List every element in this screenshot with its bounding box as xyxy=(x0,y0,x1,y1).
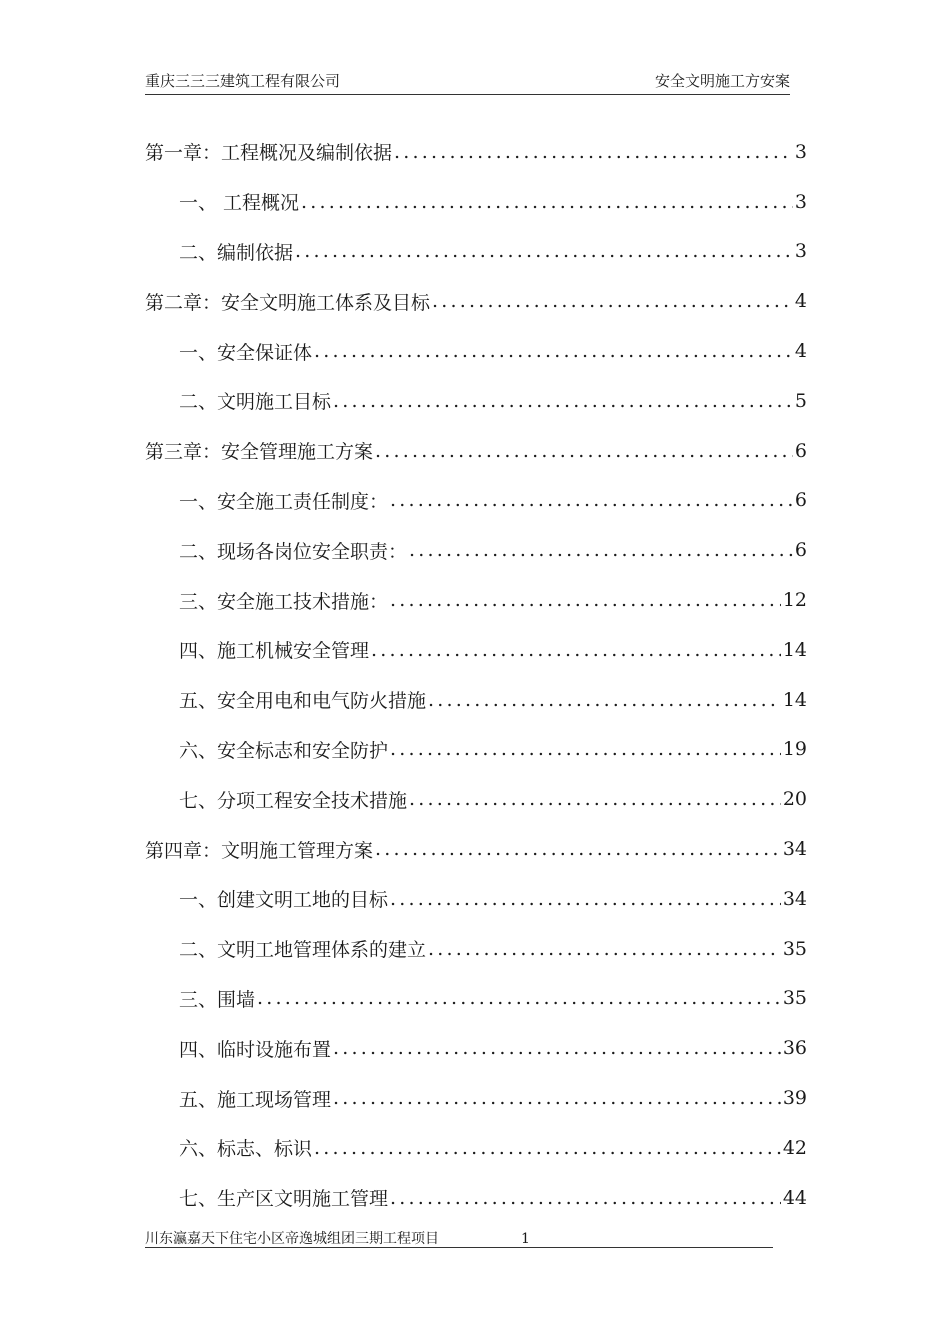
toc-leader-dots xyxy=(333,1087,781,1109)
toc-entry-page-number: 4 xyxy=(794,340,807,363)
toc-leader-dots xyxy=(409,539,793,561)
toc-section-entry[interactable] xyxy=(145,924,807,974)
toc-entry-page-number: 34 xyxy=(782,838,807,861)
toc-entry-page-number: 20 xyxy=(782,788,807,811)
toc-leader-dots xyxy=(375,440,793,462)
toc-entry-label: 一、安全保证体 xyxy=(179,341,313,364)
toc-leader-dots xyxy=(375,838,781,860)
toc-entry-page-number: 35 xyxy=(782,937,807,960)
toc-entry-page-number: 3 xyxy=(794,240,807,263)
toc-section-entry[interactable] xyxy=(145,1173,807,1223)
toc-chapter-entry[interactable] xyxy=(145,276,807,326)
toc-entry-label: 第二章：安全文明施工体系及目标 xyxy=(145,291,431,314)
toc-leader-dots xyxy=(301,191,793,213)
toc-leader-dots xyxy=(295,240,793,262)
toc-section-entry[interactable] xyxy=(145,1023,807,1073)
toc-section-entry[interactable] xyxy=(145,725,807,775)
toc-entry-label: 二、现场各岗位安全职责： xyxy=(179,540,408,563)
toc-entry-label: 四、临时设施布置 xyxy=(179,1038,332,1061)
toc-leader-dots xyxy=(333,1037,781,1059)
toc-entry-label: 二、文明工地管理体系的建立 xyxy=(179,939,427,962)
toc-chapter-entry[interactable] xyxy=(145,426,807,476)
toc-entry-label: 第四章：文明施工管理方案 xyxy=(145,839,374,862)
toc-entry-page-number: 3 xyxy=(794,140,807,163)
toc-chapter-entry[interactable] xyxy=(145,127,807,177)
toc-leader-dots xyxy=(428,938,781,960)
toc-leader-dots xyxy=(390,1187,781,1209)
toc-leader-dots xyxy=(390,489,793,511)
toc-section-entry[interactable] xyxy=(145,1123,807,1173)
toc-section-entry[interactable] xyxy=(145,974,807,1024)
toc-entry-page-number: 42 xyxy=(782,1136,807,1159)
toc-entry-page-number: 6 xyxy=(794,439,807,462)
toc-entry-label: 二、编制依据 xyxy=(179,241,294,264)
toc-entry-page-number: 4 xyxy=(794,290,807,313)
toc-leader-dots xyxy=(314,340,793,362)
toc-entry-label: 一、安全施工责任制度： xyxy=(179,490,389,513)
toc-section-entry[interactable] xyxy=(145,376,807,426)
toc-leader-dots xyxy=(371,639,781,661)
toc-entry-page-number: 14 xyxy=(782,688,807,711)
table-of-contents xyxy=(145,127,807,1223)
toc-leader-dots xyxy=(428,689,781,711)
toc-section-entry[interactable] xyxy=(145,625,807,675)
toc-entry-label: 五、施工现场管理 xyxy=(179,1088,332,1111)
toc-entry-page-number: 12 xyxy=(782,589,807,612)
toc-entry-label: 六、安全标志和安全防护 xyxy=(179,739,389,762)
toc-section-entry[interactable] xyxy=(145,525,807,575)
toc-leader-dots xyxy=(314,1137,781,1159)
toc-entry-page-number: 6 xyxy=(794,489,807,512)
toc-entry-page-number: 36 xyxy=(782,1037,807,1060)
toc-entry-page-number: 19 xyxy=(782,738,807,761)
toc-entry-page-number: 34 xyxy=(782,887,807,910)
toc-entry-page-number: 35 xyxy=(782,987,807,1010)
toc-entry-label: 三、安全施工技术措施： xyxy=(179,590,389,613)
toc-section-entry[interactable] xyxy=(145,675,807,725)
toc-section-entry[interactable] xyxy=(145,1073,807,1123)
toc-entry-label: 六、标志、标识 xyxy=(179,1138,313,1161)
toc-section-entry[interactable] xyxy=(145,476,807,526)
toc-leader-dots xyxy=(390,738,781,760)
toc-entry-label: 七、分项工程安全技术措施 xyxy=(179,789,408,812)
toc-leader-dots xyxy=(333,390,793,412)
toc-section-entry[interactable] xyxy=(145,227,807,277)
toc-entry-page-number: 3 xyxy=(794,190,807,213)
toc-entry-label: 七、生产区文明施工管理 xyxy=(179,1188,389,1211)
footer-project-name: 川东瀛嘉天下住宅小区帝逸城组团三期工程项目 xyxy=(145,1231,439,1247)
toc-entry-label: 第三章：安全管理施工方案 xyxy=(145,441,374,464)
toc-section-entry[interactable] xyxy=(145,575,807,625)
toc-section-entry[interactable] xyxy=(145,874,807,924)
page-header xyxy=(145,70,790,95)
toc-entry-page-number: 5 xyxy=(794,389,807,412)
toc-entry-page-number: 39 xyxy=(782,1087,807,1110)
toc-section-entry[interactable] xyxy=(145,774,807,824)
toc-entry-page-number: 44 xyxy=(782,1186,807,1209)
toc-leader-dots xyxy=(409,788,781,810)
toc-section-entry[interactable] xyxy=(145,177,807,227)
toc-leader-dots xyxy=(432,290,793,312)
toc-chapter-entry[interactable] xyxy=(145,824,807,874)
toc-entry-label: 五、安全用电和电气防火措施 xyxy=(179,690,427,713)
toc-entry-label: 二、文明施工目标 xyxy=(179,391,332,414)
footer-page-number: 1 xyxy=(521,1231,530,1247)
toc-entry-label: 三、围墙 xyxy=(179,988,256,1011)
toc-leader-dots xyxy=(390,589,781,611)
header-company: 重庆三三三建筑工程有限公司 xyxy=(145,72,341,90)
toc-entry-label: 一、创建文明工地的目标 xyxy=(179,889,389,912)
toc-entry-label: 第一章：工程概况及编制依据 xyxy=(145,142,393,165)
toc-entry-label: 四、施工机械安全管理 xyxy=(179,640,370,663)
toc-entry-label: 一、 工程概况 xyxy=(179,192,300,215)
toc-section-entry[interactable] xyxy=(145,326,807,376)
header-doc-title: 安全文明施工方安案 xyxy=(654,72,790,90)
page-footer xyxy=(145,1230,773,1248)
toc-leader-dots xyxy=(394,141,793,163)
toc-entry-page-number: 6 xyxy=(794,539,807,562)
toc-entry-page-number: 14 xyxy=(782,638,807,661)
toc-leader-dots xyxy=(390,888,781,910)
toc-leader-dots xyxy=(257,987,781,1009)
